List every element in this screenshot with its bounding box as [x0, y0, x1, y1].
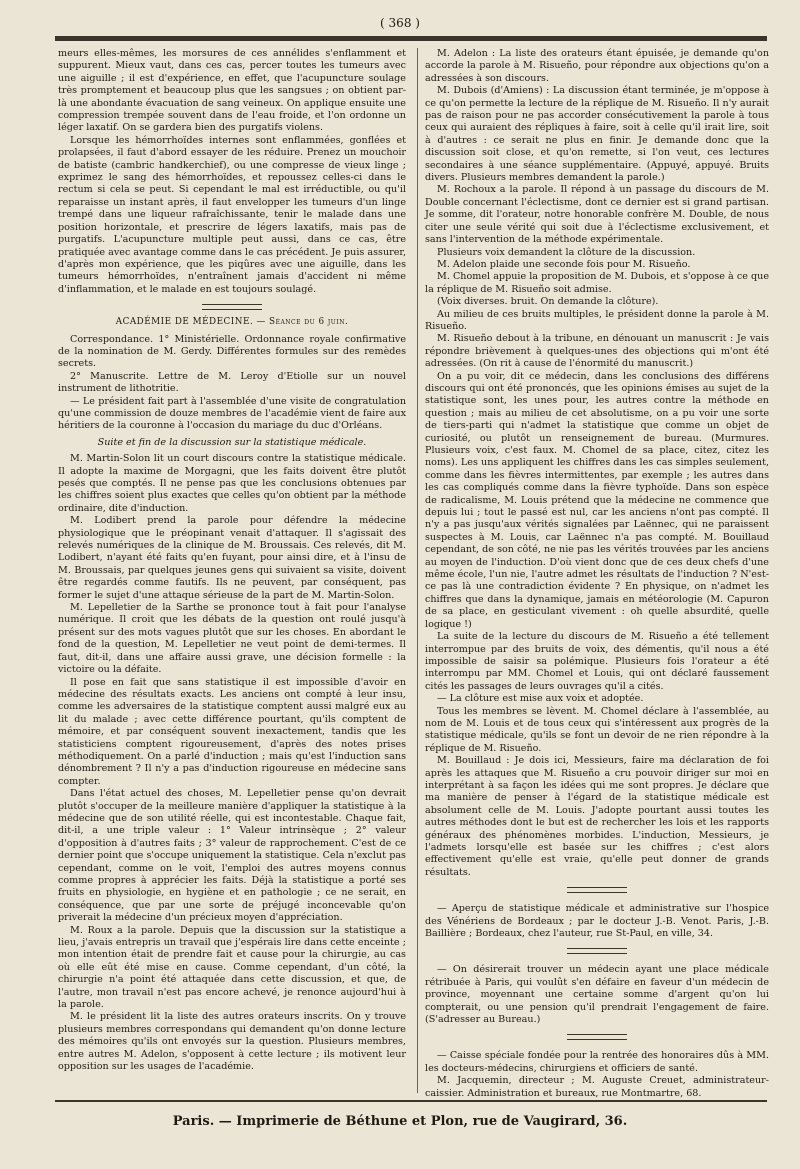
separator-ornament: [567, 887, 627, 893]
paragraph: (Voix diverses. bruit. On demande la clôture).: [437, 296, 659, 308]
paragraph: On a pu voir, dit ce médecin, dans les conclusions des différens discours qui ont été prononcés, que les opinions émises au sujet de la statistique sont, les unes pour, les autres contre la méthode en question ; mais au milieu de cet absolutisme, on a pu voir une sorte de tiers-parti qui n'admet la statistique que comme un objet de curiosité, ou plutôt un renseignement de bureau. (Murmures. Plusieurs voix, c'est faux. M. Chomel de sa place, citez, citez les noms). Les uns appliquent les chiffres dans les cas simples seulement, comme dans les fièvres intermittentes, par exemple ; les autres dans les cas compliqués comme dans la fièvre typhoïde. Dans son espèce de radicalisme, M. Louis prétend que la médecine ne commence que depuis lui ; tout le passé est nul, car les anciens n'ont pas compté. Il n'y a pas jusqu'aux vérités signalées par Laënnec, qui ne paraissent suspectes à M. Louis, car Laënnec n'a pas compté. M. Bouillaud cependant, de son côté, ne nie pas les vérités trouvées par les anciens au moyen de l'induction. D'où vient donc que de ces deux chefs d'une même école, l'un nie, l'autre admet les résultats de l'induction ? N'est-ce pas là une contradiction évidente ? En physique, on n'admet les chiffres que dans la dynamique, jamais en météorologie (M. Capuron de sa place, en gesticulant vivement : oh quelle absurdité, quelle logique !): [425, 370, 769, 630]
left-column: [58, 48, 406, 1093]
paragraph: La suite de la lecture du discours de M. Risueño a été tellement interrompue par des bruits de voix, des démentis, qu'il nous a été impossible de saisir sa polémique. Plusieurs fois l'orateur a été interrompu par MM. Chomel et Louis, qui ont déclaré faussement cités les passages de leurs ouvrages qu'il a cités.: [425, 631, 769, 692]
paragraph: Plusieurs voix demandent la clôture de la discussion.: [437, 246, 696, 258]
paragraph: M. Adelon : La liste des orateurs étant épuisée, je demande qu'on accorde la parole à M. Risueño, pour répondre aux objections qu'on a adressées à son discours.: [425, 48, 769, 84]
paragraph: M. Rochoux a la parole. Il répond à un passage du discours de M. Double concernant l'éclectisme, dont ce dernier est si grand partisan. Je somme, dit l'orateur, notre honorable confrère M. Double, de nous citer une seule vérité qui soit due à l'éclectisme exclusivement, et sans l'intervention de la méthode expérimentale.: [425, 184, 769, 246]
paragraph: M. Bouillaud : Je dois ici, Messieurs, faire ma déclaration de foi après les attaques que M. Risueño a cru pouvoir diriger sur moi en interprétant à sa façon les idées qui me sont propres. Je déclare que ma manière de penser à l'égard de la statistique médicale est absolument celle de M. Louis. J'adopte pourtant aussi toutes les autres méthodes dont le but est de rechercher les lois et les rapports généraux des phénomènes morbides. L'induction, Messieurs, je l'admets lorsqu'elle est basée sur les chiffres ; c'est alors effectivement qu'elle est vraie, qu'elle peut donner de grands résultats.: [425, 755, 769, 878]
separator-ornament: [567, 948, 627, 954]
subheading: Suite et fin de la discussion sur la statistique médicale.: [97, 436, 367, 448]
imprint-line: Paris. — Imprimerie de Béthune et Plon, rue de Vaugirard, 36.: [172, 1114, 628, 1129]
notice-paragraph: — Aperçu de statistique médicale et administrative sur l'hospice des Vénériens de Bordeaux ; par le docteur J.-B. Venot. Paris, J.-B. Baillière ; Bordeaux, chez l'auteur, rue St-Paul, en ville, 34.: [425, 903, 769, 940]
separator-ornament: [202, 304, 262, 310]
paragraph: meurs elles-mêmes, les morsures de ces annélides s'enflamment et suppurent. Mieux vaut, dans ces cas, percer toutes les tumeurs avec une aiguille ; il est d'expérience, en effet, que l'acupuncture soulage très promptement et beaucoup plus que les sangsues ; on obtient par-là une abondante évacuation de sang veineux. On applique ensuite une compression trempée souvent dans de l'eau froide, et l'on ordonne un léger laxatif. On se gardera bien des purgatifs violens.: [58, 48, 406, 134]
section-heading: ACADÉMIE DE MÉDECINE. — Séance du 6 juin.: [115, 317, 349, 328]
paragraph: Dans l'état actuel des choses, M. Lepelletier pense qu'on devrait plutôt s'occuper de la meilleure manière d'appliquer la statistique à la médecine que de son utilité réelle, qui est incontestable. Chaque fait, dit-il, a une triple valeur : 1° Valeur intrinsèque ; 2° valeur d'opposition à d'autres faits ; 3° valeur de rapprochement. C'est de ce dernier point que s'occupe uniquement la statistique. Cela n'exclut pas cependant, comme on le voit, l'emploi des autres moyens connus comme propres à apprécier les faits. Déjà la statistique a porté ses fruits en physiologie, en hygiène et en pathologie ; ce ne serait, en conséquence, que par une sorte de préjugé inconcevable qu'on priverait la médecine d'un précieux moyen d'appréciation.: [58, 788, 406, 924]
paragraph: M. le président lit la liste des autres orateurs inscrits. On y trouve plusieurs membres correspondans qui demandent qu'on donne lecture des mémoires qu'ils ont envoyés sur la question. Plusieurs membres, entre autres M. Adelon, s'opposent à cette lecture ; ils motivent leur opposition sur les usages de l'académie.: [58, 1011, 406, 1073]
top-rule: [55, 36, 767, 41]
paragraph: M. Lepelletier de la Sarthe se prononce tout à fait pour l'analyse numérique. Il croit que les débats de la question ont roulé jusqu'à présent sur des mots vagues plutôt que sur les choses. En abordant le fond de la question, M. Lepelletier ne veut point de demi-termes. Il faut, dit-il, dans une affaire aussi grave, une décision formelle : la victoire ou la défaite.: [58, 602, 406, 676]
paragraph: Au milieu de ces bruits multiples, le président donne la parole à M. Risueño.: [425, 308, 769, 332]
column-divider: [417, 48, 418, 1093]
paragraph: — Le président fait part à l'assemblée d'une visite de congratulation qu'une commission de douze membres de l'académie vient de faire aux héritiers de la couronne à l'occasion du mariage du duc d'Orléans.: [58, 395, 406, 432]
notice-paragraph: — Caisse spéciale fondée pour la rentrée des honoraires dûs à MM. les docteurs-médecins, chirurgiens et officiers de santé.: [425, 1050, 769, 1074]
separator-ornament: [567, 1034, 627, 1040]
paragraph: M. Adelon plaide une seconde fois pour M. Risueño.: [437, 258, 691, 270]
notice-paragraph: — On désirerait trouver un médecin ayant une place médicale rétribuée à Paris, qui voulût s'en défaire en faveur d'un médecin de province, moyennant une certaine somme d'argent qu'on lui compterait, ou une pension qu'il prendrait l'engagement de faire. (S'adresser au Bureau.): [425, 964, 769, 1026]
bottom-rule: [55, 1100, 767, 1102]
right-column: [425, 48, 769, 1099]
paragraph: M. Lodibert prend la parole pour défendre la médecine physiologique que le préopinant venait d'attaquer. Il s'agissait des relevés numériques de la clinique de M. Broussais. Ces relevés, dit M. Lodibert, n'ayant été faits qu'en fuyant, pour ainsi dire, et à l'insu de M. Broussais, par quelques jeunes gens qui suivaient sa visite, doivent être regardés comme fautifs. Ils ne peuvent, par conséquent, pas former le sujet d'une attaque sérieuse de la part de M. Martin-Solon.: [58, 515, 406, 601]
paragraph: M. Dubois (d'Amiens) : La discussion étant terminée, je m'oppose à ce qu'on permette la lecture de la réplique de M. Risueño. Il n'y aurait pas de raison pour ne pas accorder consécutivement la parole à tous ceux qui auraient des répliques à faire, soit à celle qu'il irait lire, soit à d'autres : ce serait ne plus en finir. Je demande donc que la discussion soit close, et qu'on remette, si l'on veut, ces lectures secondaires à une séance supplémentaire. (Appuyé, appuyé. Bruits divers. Plusieurs membres demandent la parole.): [425, 85, 769, 184]
paragraph: 2° Manuscrite. Lettre de M. Leroy d'Etiolle sur un nouvel instrument de lithotritie.: [58, 370, 406, 395]
paragraph: M. Roux a la parole. Depuis que la discussion sur la statistique a lieu, j'avais entrepris un travail que j'espérais lire dans cette enceinte ; mon intention était de prendre fait et cause pour la chirurgie, au cas où elle eût été mise en cause. Comme cependant, d'un côté, la chirurgie n'a point été attaquée dans cette discussion, et que, de l'autre, mon travail n'est pas encore achevé, je renonce aujourd'hui à la parole.: [58, 924, 406, 1011]
paragraph: M. Risueño debout à la tribune, en dénouant un manuscrit : Je vais répondre brièvement à quelques-unes des objections qui m'ont été adressées. (On rit à cause de l'énormité du manuscrit.): [425, 333, 769, 370]
paragraph: M. Martin-Solon lit un court discours contre la statistique médicale. Il adopte la maxime de Morgagni, que les faits doivent être plutôt pesés que comptés. Il ne pense pas que les conclusions obtenues par les chiffres soient plus exactes que celles qu'on obtient par la méthode ordinaire, dite d'induction.: [58, 453, 406, 514]
paragraph: M. Jacquemin, directeur ; M. Auguste Creuet, administrateur-caissier. Administration et bureaux, rue Montmartre, 68.: [425, 1075, 769, 1099]
paragraph: — La clôture est mise aux voix et adoptée.: [437, 693, 644, 705]
paragraph: Tous les membres se lèvent. M. Chomel déclare à l'assemblée, au nom de M. Louis et de tous ceux qui s'intéressent aux progrès de la statistique médicale, qu'ils se font un devoir de ne rien répondre à la réplique de M. Risueño.: [425, 705, 769, 754]
paragraph: Il pose en fait que sans statistique il est impossible d'avoir en médecine des résultats exacts. Les anciens ont compté à leur insu, comme les adversaires de la statistique comptent aussi malgré eux au lit du malade ; avec cette différence pourtant, qu'ils comptent de mémoire, et par conséquent souvent inexactement, tandis que les statisticiens comptent rigoureusement, d'après des notes prises méthodiquement. On a parlé d'induction ; mais qu'est l'induction sans dénombrement ? Il n'y a pas d'induction rigoureuse en médecine sans compter.: [58, 676, 406, 787]
paragraph: Correspondance. 1° Ministérielle. Ordonnance royale confirmative de la nomination de M. Gerdy. Différentes formules sur des remèdes secrets.: [58, 333, 406, 370]
paragraph: Lorsque les hémorrhoïdes internes sont enflammées, gonflées et prolapsées, il faut d'abord essayer de les réduire. Prenez un mouchoir de batiste (cambric handkerchief), ou une compresse de vieux linge ; exprimez le sang des hémorrhoïdes, et repoussez celles-ci dans le rectum si cela se peut. Si cependant le mal est irréductible, ou qu'il reparaisse un instant après, il faut envelopper les tumeurs d'un linge trempé dans une liqueur rafraîchissante, tenir le malade dans une position horizontale, et prescrire de légers laxatifs, mais pas de purgatifs. L'acupuncture multiple peut aussi, dans ce cas, être pratiquée avec avantage comme dans le cas précédent. Je puis assurer, d'après mon expérience, que les piqûres avec une aiguille, dans les tumeurs hémorrhoïdes, n'entraînent jamais d'accident ni même d'inflammation, et le malade en est toujours soulagé.: [58, 134, 406, 295]
paragraph: M. Chomel appuie la proposition de M. Dubois, et s'oppose à ce que la réplique de M. Risueño soit admise.: [425, 271, 769, 295]
page-number: ( 368 ): [380, 16, 420, 30]
